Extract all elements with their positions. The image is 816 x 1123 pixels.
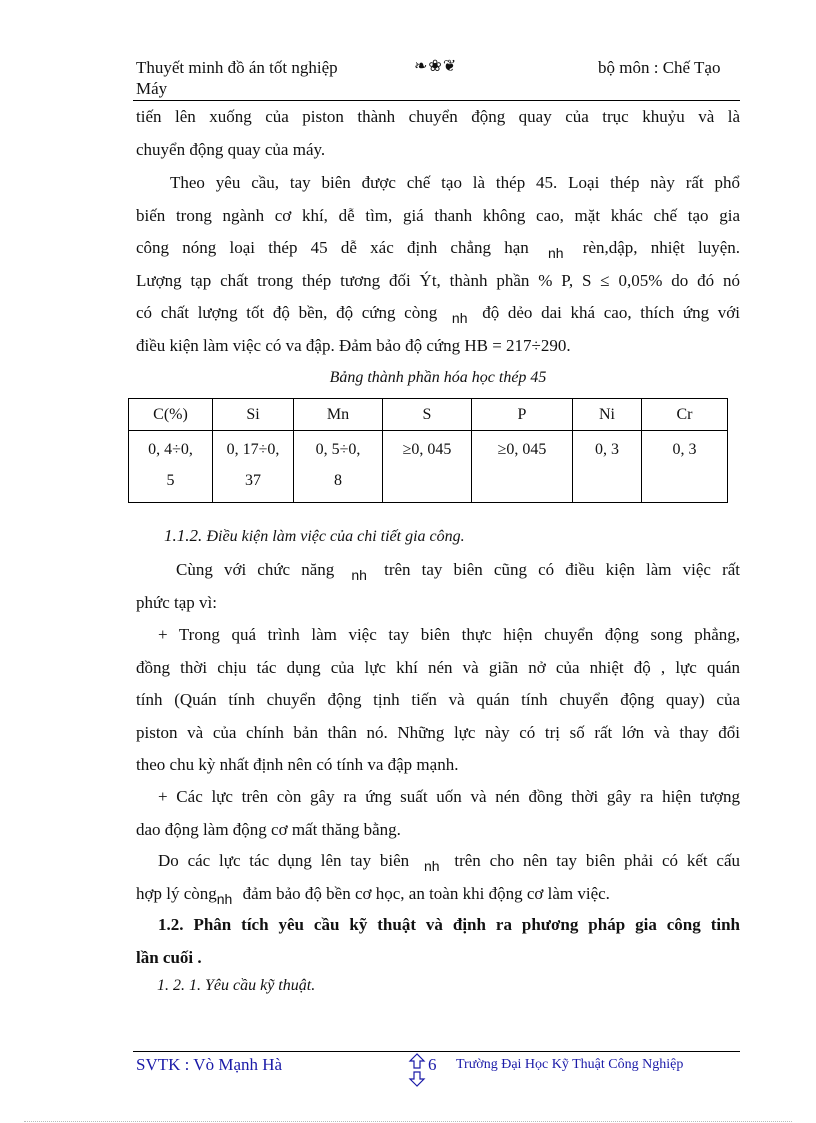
text-fragment: Cùng với chức năng <box>176 560 335 579</box>
paragraph-forces <box>136 619 740 782</box>
text-fragment: trên tay biên cũng có điều kiện làm việc rất <box>384 560 740 579</box>
text-fragment: rèn,dập, nhiệt luyện. <box>582 238 740 257</box>
text-line: tính (Quán tính chuyển động tịnh tiến và quán tính chuyển động quay) của <box>136 690 740 709</box>
page-bottom-border <box>24 1121 792 1122</box>
table-cell <box>642 431 728 503</box>
section-heading-1-1-2 <box>164 526 465 546</box>
text-line: biến trong ngành cơ khí, dễ tìm, giá thanh không cao, mặt khác chế tạo gia <box>136 205 740 225</box>
table-header-cell: Si <box>213 399 294 431</box>
table-header-cell: Cr <box>642 399 728 431</box>
table-header-cell: C(%) <box>129 399 213 431</box>
text-fragment: trên cho nên tay biên phải có kết cấu <box>454 851 741 870</box>
header-title-continued: Máy <box>136 79 168 98</box>
header-title: Thuyết minh đồ án tốt nghiệp <box>136 58 338 77</box>
text-fragment: công nóng loại thép 45 dễ xác định chẳng hạn <box>136 238 529 257</box>
text-line <box>136 878 740 911</box>
text-line <box>136 232 740 265</box>
text-fragment: có chất lượng tốt độ bền, độ cứng còng <box>136 303 438 322</box>
cell-line: 0, 5÷0, <box>315 441 361 458</box>
subscript-fragment: nh <box>216 890 233 907</box>
text-line: tiến lên xuống của piston thành chuyển động quay của trục khuỷu và là <box>136 107 740 126</box>
page-arrow-icon <box>408 1052 426 1093</box>
table-header-cell: Ni <box>573 399 642 431</box>
section-heading-1-2-1: 1. 2. 1. Yêu cầu kỹ thuật. <box>157 977 316 994</box>
text-line: + Các lực trên còn gây ra ứng suất uốn và nén đồng thời gây ra hiện tượng <box>158 787 740 806</box>
paragraph-stress <box>136 781 740 846</box>
cell-line: 8 <box>334 472 342 489</box>
footer-divider <box>133 1051 740 1052</box>
subscript-fragment: nh <box>351 567 367 583</box>
text-fragment: Do các lực tác dụng lên tay biên <box>158 851 410 870</box>
table-header-cell: S <box>383 399 472 431</box>
text-line: phức tạp vì: <box>136 592 217 612</box>
table-row <box>129 431 728 503</box>
section-title: Điều kiện làm việc của chi tiết gia công. <box>206 528 465 545</box>
text-fragment: đảm bảo độ bền cơ học, an toàn khi động cơ làm việc. <box>242 883 610 903</box>
subscript-fragment: nh <box>423 858 440 874</box>
text-line: Lượng tạp chất trong thép tương đối Ýt, thành phần % P, S ≤ 0,05% do đó nó <box>136 270 740 290</box>
cell-line: 0, 3 <box>672 441 697 458</box>
text-line <box>136 845 740 878</box>
text-line: theo chu kỳ nhất định nên có tính va đập mạnh. <box>136 755 459 774</box>
section-number: 1.1.2. <box>164 526 203 545</box>
text-line <box>136 297 740 330</box>
text-line: lần cuối . <box>136 947 202 967</box>
table-cell <box>294 431 383 503</box>
page-number: 6 <box>428 1055 437 1074</box>
header-department: bộ môn : Chế Tạo <box>598 58 721 77</box>
cell-line: 0, 4÷0, <box>148 441 193 458</box>
text-fragment: độ dẻo dai khá cao, thích ứng với <box>482 303 741 322</box>
text-line: dao động làm động cơ mất thăng bằng. <box>136 819 401 839</box>
text-line: + Trong quá trình làm việc tay biên thực hiện chuyển động song phẳng, <box>158 625 740 644</box>
paragraph-structure <box>136 845 740 910</box>
table-header-cell: Mn <box>294 399 383 431</box>
table-caption: Bảng thành phần hóa học thép 45 <box>329 369 547 386</box>
cell-line: ≥0, 045 <box>402 441 452 458</box>
section-heading-1-2 <box>136 909 740 974</box>
cell-line: 37 <box>245 472 261 489</box>
cell-line: 0, 3 <box>595 441 619 458</box>
header-ornament: ❧❀❦ <box>414 58 458 75</box>
paragraph-conditions <box>136 554 740 619</box>
table-cell <box>472 431 573 503</box>
table-cell <box>129 431 213 503</box>
text-line: điều kiện làm việc có va đập. Đảm bảo độ cứng HB = 217÷290. <box>136 335 571 355</box>
table-header-row <box>129 399 728 431</box>
subscript-fragment: nh <box>548 245 564 261</box>
footer-school: Trường Đại Học Kỹ Thuật Công Nghiệp <box>456 1057 684 1072</box>
text-line: 1.2. Phân tích yêu cầu kỹ thuật và định ra phương pháp gia công tinh <box>158 915 740 934</box>
text-line: chuyển động quay của máy. <box>136 139 326 159</box>
footer-author: SVTK : Vò Mạnh Hà <box>136 1055 283 1074</box>
table-cell <box>573 431 642 503</box>
table-header-cell: P <box>472 399 573 431</box>
text-line: đồng thời chịu tác dụng của lực khí nén và giãn nở của nhiệt độ , lực quán <box>136 657 740 677</box>
table-cell <box>213 431 294 503</box>
composition-table <box>128 398 728 503</box>
text-fragment: hợp lý còng <box>136 883 217 903</box>
subscript-fragment: nh <box>451 310 468 326</box>
paragraph-continuation <box>136 101 740 166</box>
text-line: Theo yêu cầu, tay biên được chế tạo là thép 45. Loại thép này rất phổ <box>170 173 740 192</box>
text-line <box>136 554 740 587</box>
cell-line: 0, 17÷0, <box>226 441 280 458</box>
cell-line: ≥0, 045 <box>497 441 547 458</box>
table-cell <box>383 431 472 503</box>
text-line: piston và của chính bản thân nó. Những lực này có trị số rất lớn và thay đổi <box>136 722 740 742</box>
cell-line: 5 <box>166 472 175 489</box>
paragraph-material <box>136 167 740 362</box>
